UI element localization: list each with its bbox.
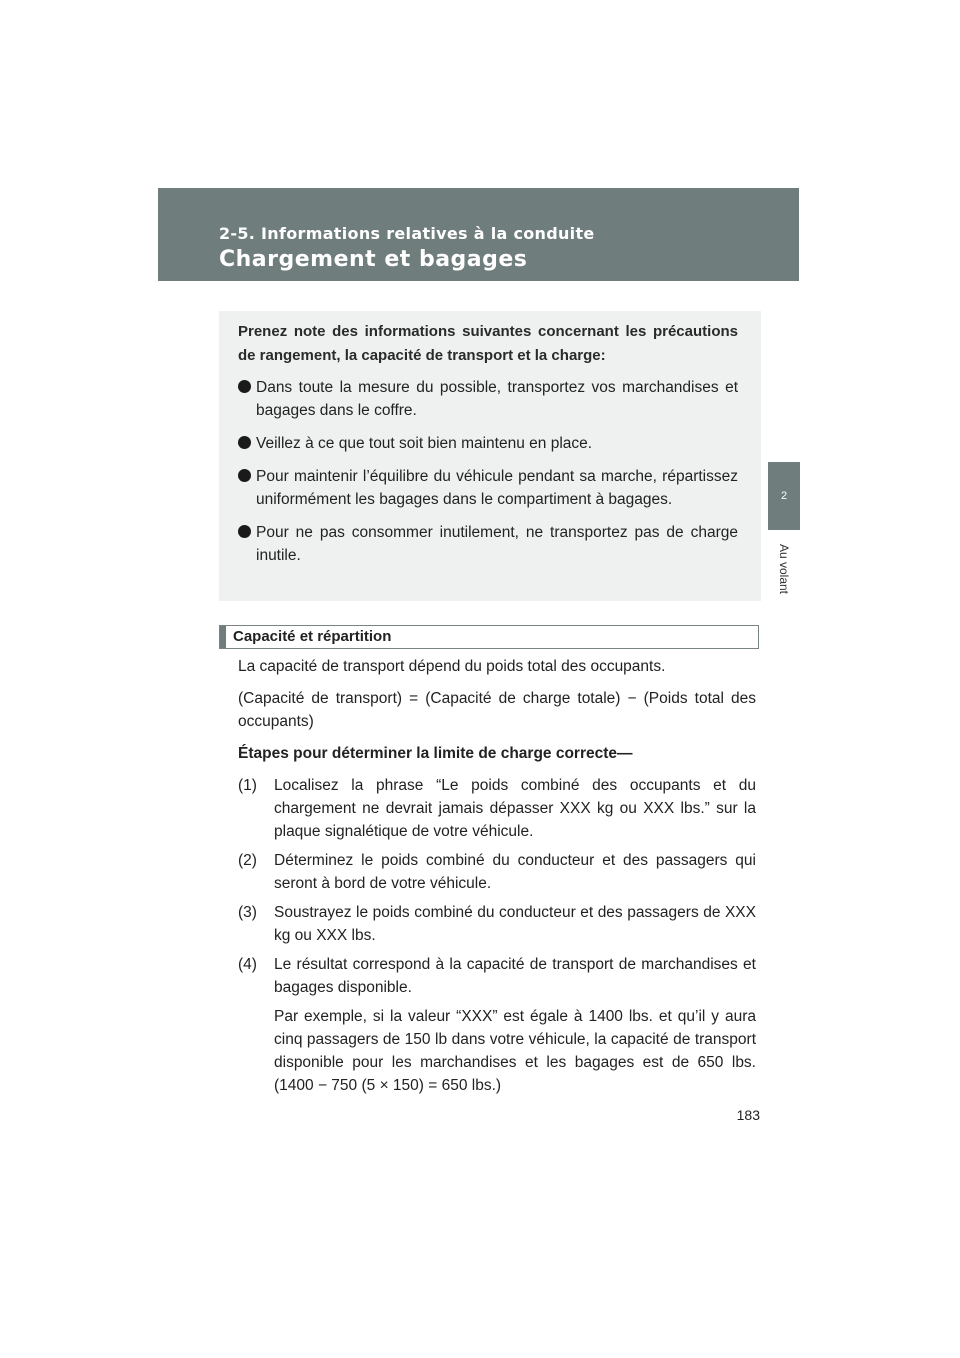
- steps-heading: Étapes pour déterminer la limite de charge correcte—: [238, 745, 633, 762]
- step-item: [238, 953, 756, 999]
- chapter-tab-label: [774, 536, 794, 602]
- page-title: Chargement et bagages: [219, 247, 528, 272]
- bullet-item: [238, 521, 738, 567]
- bullet-dot-icon: [238, 436, 251, 449]
- subsection-header-bar: [220, 626, 226, 648]
- section-body: [238, 655, 756, 1106]
- bullet-text: Pour maintenir l’équilibre du véhicule pendant sa marche, répartissez uniformément les bagages dans le compartiment à bagages.: [256, 468, 738, 508]
- step-text: Localisez la phrase “Le poids combiné des occupants et du chargement ne devrait jamais dépasser XXX kg ou XXX lbs.” sur la plaque signalétique de votre véhicule.: [274, 777, 756, 840]
- step-number: (1): [238, 777, 257, 794]
- chapter-header: [158, 188, 799, 281]
- step-number: (3): [238, 904, 257, 921]
- step-number: (4): [238, 956, 257, 973]
- example-paragraph: Par exemple, si la valeur “XXX” est égale à 1400 lbs. et qu’il y aura cinq passagers de 150 lb dans votre véhicule, la capacité de transport disponible pour les marchandises et les bagages est de 650 lbs. (1400 − 750 (5 × 150) = 650 lbs.): [274, 1008, 756, 1094]
- bullet-dot-icon: [238, 380, 251, 393]
- subsection-title: Capacité et répartition: [233, 628, 392, 645]
- chapter-tab-label-text: Au volant: [777, 543, 791, 595]
- step-item: [238, 849, 756, 895]
- bullet-text: Pour ne pas consommer inutilement, ne transportez pas de charge inutile.: [256, 524, 738, 564]
- step-item: [238, 901, 756, 947]
- step-text: Le résultat correspond à la capacité de transport de marchandises et bagages disponible.: [274, 956, 756, 996]
- step-text: Déterminez le poids combiné du conducteur et des passagers qui seront à bord de votre véhicule.: [274, 852, 756, 892]
- bullet-text: Veillez à ce que tout soit bien maintenu en place.: [256, 435, 593, 452]
- chapter-tab: 2: [768, 462, 800, 530]
- step-number: (2): [238, 852, 257, 869]
- section-label: 2-5. Informations relatives à la conduite: [219, 224, 595, 243]
- subsection-header: [219, 625, 759, 649]
- paragraph: La capacité de transport dépend du poids total des occupants.: [238, 658, 666, 675]
- step-text: Soustrayez le poids combiné du conducteur et des passagers de XXX kg ou XXX lbs.: [274, 904, 756, 944]
- step-item: [238, 774, 756, 843]
- page-number: 183: [736, 1107, 760, 1123]
- bullet-dot-icon: [238, 525, 251, 538]
- bullet-item: [238, 465, 738, 511]
- bullet-item: [238, 432, 738, 455]
- formula-paragraph: (Capacité de transport) = (Capacité de charge totale) − (Poids total des occupants): [238, 690, 756, 730]
- intro-text: Prenez note des informations suivantes concernant les précautions de rangement, la capacité de transport et la charge:: [238, 323, 738, 364]
- intro-box: [219, 311, 761, 601]
- bullet-dot-icon: [238, 469, 251, 482]
- bullet-text: Dans toute la mesure du possible, transportez vos marchandises et bagages dans le coffre.: [256, 379, 738, 419]
- bullet-item: [238, 376, 738, 422]
